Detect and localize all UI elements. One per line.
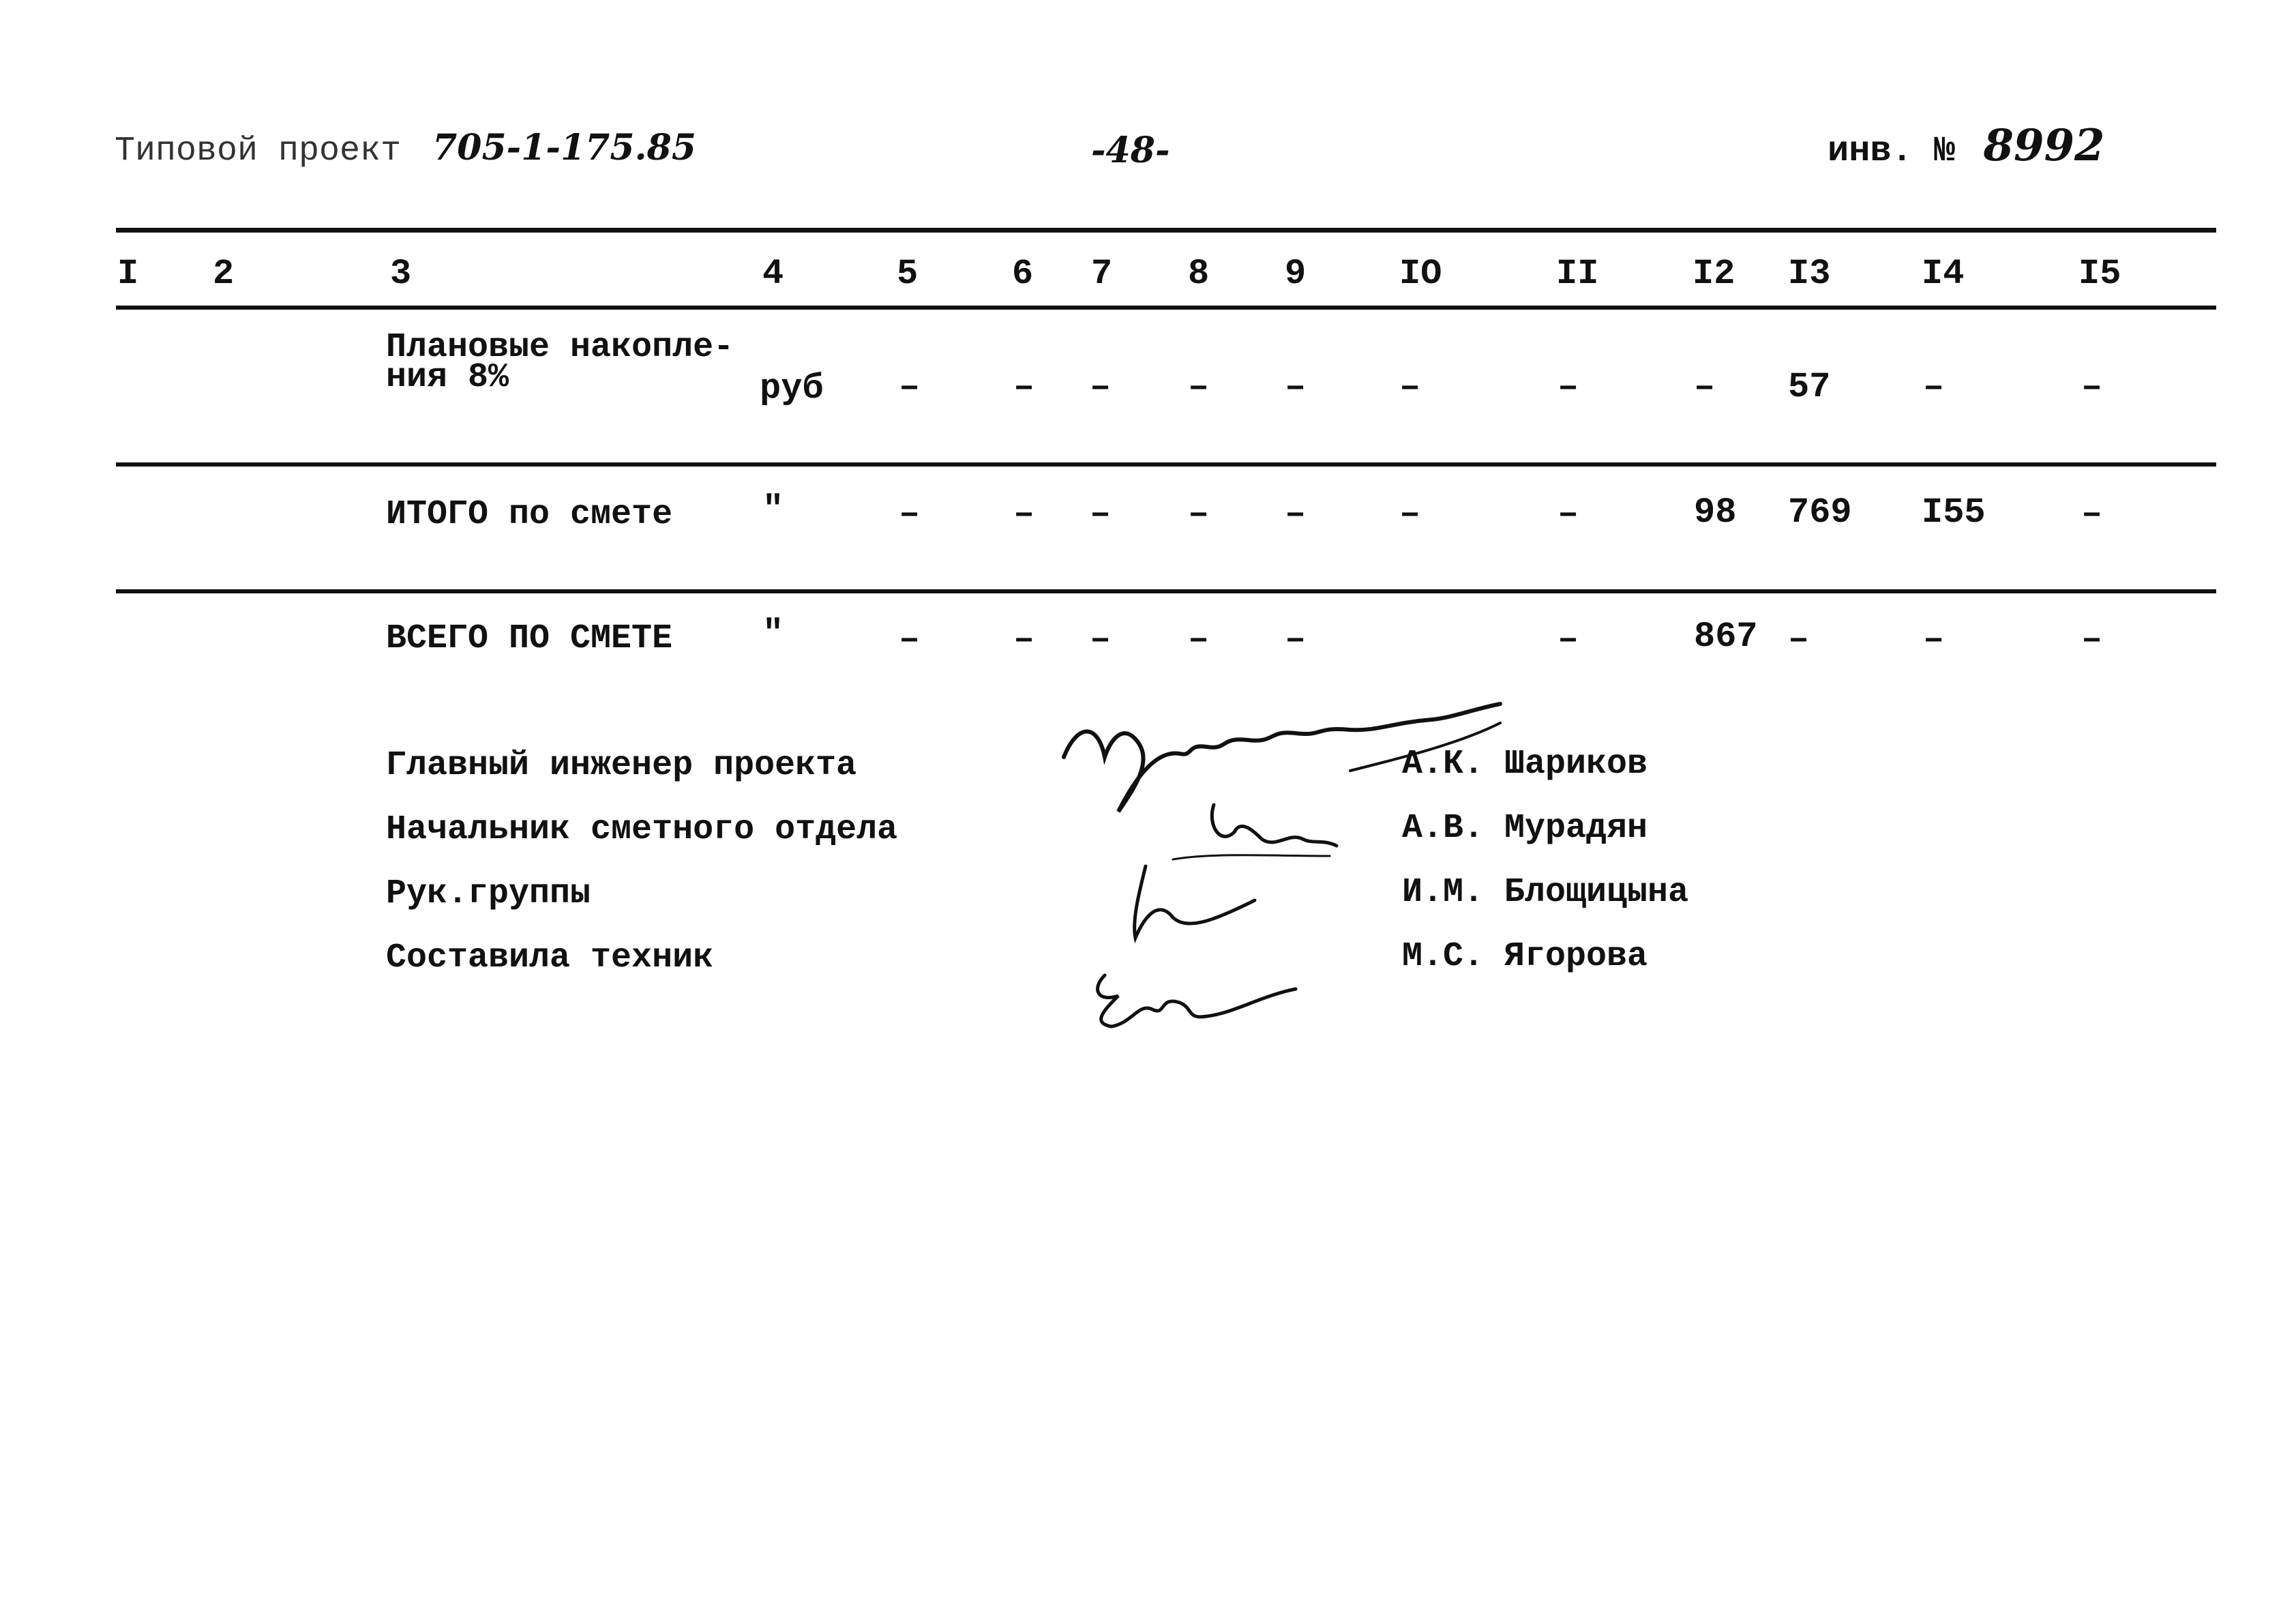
- dash-cell: –: [1285, 619, 1307, 660]
- column-number: IO: [1399, 254, 1442, 294]
- dash-cell: –: [1013, 367, 1035, 407]
- column-number: 2: [213, 254, 235, 294]
- dash-cell: –: [1923, 619, 1945, 660]
- column-number: I: [117, 254, 139, 294]
- signatory-name: А.К. Шариков: [1402, 745, 1648, 784]
- value-cell: 98: [1694, 492, 1737, 533]
- dash-cell: –: [2081, 367, 2103, 407]
- project-label: Типовой проект: [115, 132, 402, 171]
- dash-cell: –: [899, 619, 921, 660]
- dash-cell: –: [1399, 367, 1421, 407]
- inventory-value: 8992: [1983, 120, 2105, 171]
- table-top-rule: [116, 228, 2216, 233]
- header-bottom-rule: [116, 306, 2216, 310]
- dash-cell: –: [1788, 619, 1810, 660]
- dash-cell: –: [1090, 494, 1112, 534]
- column-number: I4: [1922, 254, 1965, 294]
- dash-cell: –: [1188, 494, 1210, 534]
- column-number: 8: [1188, 254, 1210, 294]
- dash-cell: –: [2081, 619, 2103, 660]
- table-row-label: ВСЕГО ПО СМЕТЕ: [386, 619, 673, 658]
- value-cell: 769: [1788, 492, 1852, 533]
- signatory-name: М.С. Ягорова: [1402, 937, 1648, 976]
- dash-cell: –: [1013, 619, 1035, 660]
- column-number: 6: [1012, 254, 1034, 294]
- signatory-name: А.В. Мурадян: [1402, 809, 1648, 848]
- row-divider: [116, 462, 2216, 467]
- column-number: I2: [1693, 254, 1735, 294]
- column-number: 9: [1285, 254, 1307, 294]
- inventory-number: [1828, 120, 2105, 171]
- dash-cell: –: [1090, 367, 1112, 407]
- signature-scribble: [1077, 955, 1309, 1044]
- value-cell: 867: [1694, 617, 1758, 657]
- value-cell: 57: [1788, 367, 1831, 407]
- value-cell: I55: [1922, 492, 1986, 533]
- signatory-title: Рук.группы: [386, 874, 591, 913]
- dash-cell: –: [1399, 494, 1421, 534]
- column-number: II: [1556, 254, 1599, 294]
- unit-cell: ": [762, 490, 784, 530]
- signature-scribble: [1118, 853, 1282, 948]
- table-row-label: ИТОГО по смете: [386, 495, 673, 534]
- dash-cell: –: [1694, 367, 1716, 407]
- dash-cell: –: [1557, 619, 1579, 660]
- signatory-title: Начальник сметного отдела: [386, 810, 898, 849]
- project-header: [115, 127, 696, 171]
- dash-cell: –: [1188, 619, 1210, 660]
- column-number: 3: [390, 254, 412, 294]
- unit-cell: ": [762, 614, 784, 654]
- dash-cell: –: [1285, 367, 1307, 407]
- row-label-line: Плановые накопле-: [386, 328, 734, 367]
- dash-cell: –: [899, 494, 921, 534]
- inventory-label: инв. №: [1828, 131, 1956, 171]
- dash-cell: –: [1285, 494, 1307, 534]
- page-number: -48-: [1091, 130, 1170, 171]
- column-number: 7: [1091, 254, 1113, 294]
- signatory-name: И.М. Блощицына: [1402, 873, 1689, 912]
- dash-cell: –: [2081, 494, 2103, 534]
- dash-cell: –: [899, 367, 921, 407]
- dash-cell: –: [1557, 494, 1579, 534]
- signatory-title: Составила техник: [386, 938, 714, 977]
- column-number: 4: [762, 254, 784, 294]
- row-label-line: ния 8%: [386, 358, 509, 397]
- column-number: I3: [1788, 254, 1831, 294]
- dash-cell: –: [1557, 367, 1579, 407]
- dash-cell: –: [1090, 619, 1112, 660]
- signatory-title: Главный инженер проекта: [386, 746, 857, 785]
- row-divider: [116, 589, 2216, 593]
- column-number: I5: [2078, 254, 2121, 294]
- project-number: 705-1-175.85: [432, 127, 696, 168]
- column-number: 5: [897, 254, 919, 294]
- unit-cell: руб: [760, 368, 824, 409]
- dash-cell: –: [1013, 494, 1035, 534]
- dash-cell: –: [1923, 367, 1945, 407]
- dash-cell: –: [1188, 367, 1210, 407]
- table-row-label: [386, 328, 734, 397]
